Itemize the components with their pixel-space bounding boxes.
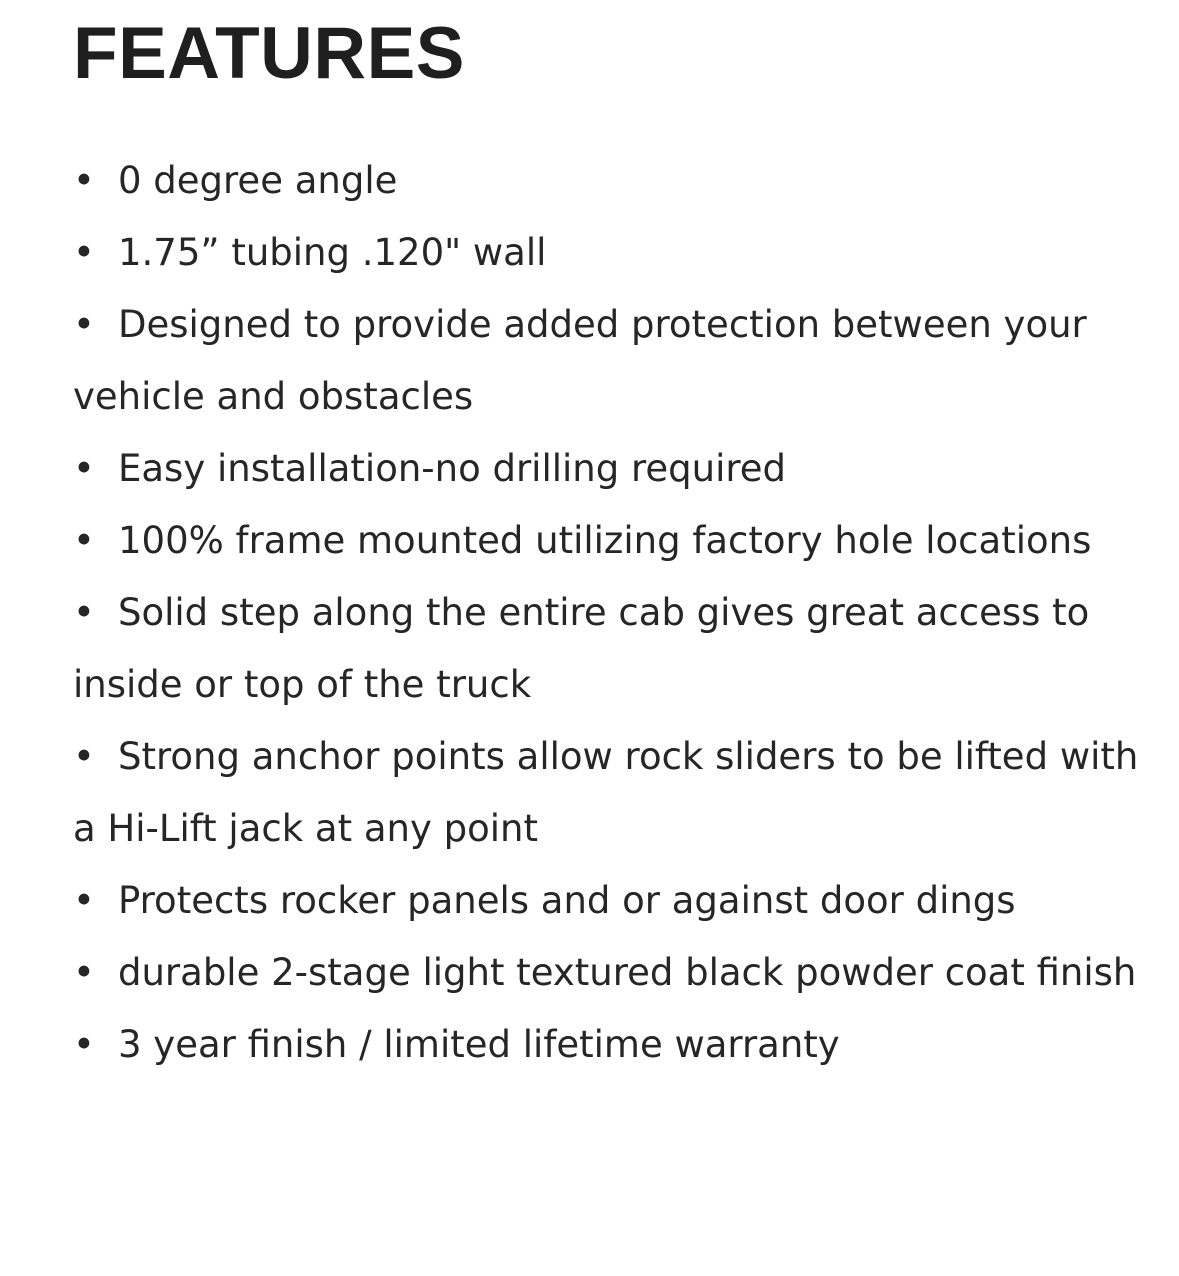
feature-text: durable 2-stage light textured black powder coat finish [118, 951, 1137, 994]
page-title: FEATURES [73, 13, 465, 94]
list-item [73, 577, 1143, 721]
list-item [73, 865, 1143, 937]
feature-text: Easy installation-no drilling required [118, 447, 787, 490]
bullet-icon: • [73, 159, 95, 202]
feature-text: 3 year finish / limited lifetime warranty [118, 1023, 840, 1066]
list-item [73, 433, 1143, 505]
list-item [73, 289, 1143, 433]
list-item [73, 937, 1143, 1009]
list-item [73, 217, 1143, 289]
list-item [73, 1009, 1143, 1081]
bullet-icon: • [73, 879, 95, 922]
list-item [73, 505, 1143, 577]
bullet-icon: • [73, 447, 95, 490]
bullet-icon: • [73, 951, 95, 994]
feature-text: Designed to provide added protection between your vehicle and obstacles [73, 303, 1087, 418]
features-list [73, 145, 1143, 1081]
feature-text: Protects rocker panels and or against door dings [118, 879, 1016, 922]
feature-text: Strong anchor points allow rock sliders to be lifted with a Hi-Lift jack at any point [73, 735, 1139, 850]
bullet-icon: • [73, 303, 95, 346]
list-item [73, 721, 1143, 865]
bullet-icon: • [73, 591, 95, 634]
bullet-icon: • [73, 519, 95, 562]
list-item [73, 145, 1143, 217]
feature-text: Solid step along the entire cab gives great access to inside or top of the truck [73, 591, 1090, 706]
feature-text: 1.75” tubing .120" wall [118, 231, 547, 274]
bullet-icon: • [73, 231, 95, 274]
feature-text: 0 degree angle [118, 159, 398, 202]
feature-text: 100% frame mounted utilizing factory hole locations [118, 519, 1092, 562]
bullet-icon: • [73, 1023, 95, 1066]
bullet-icon: • [73, 735, 95, 778]
